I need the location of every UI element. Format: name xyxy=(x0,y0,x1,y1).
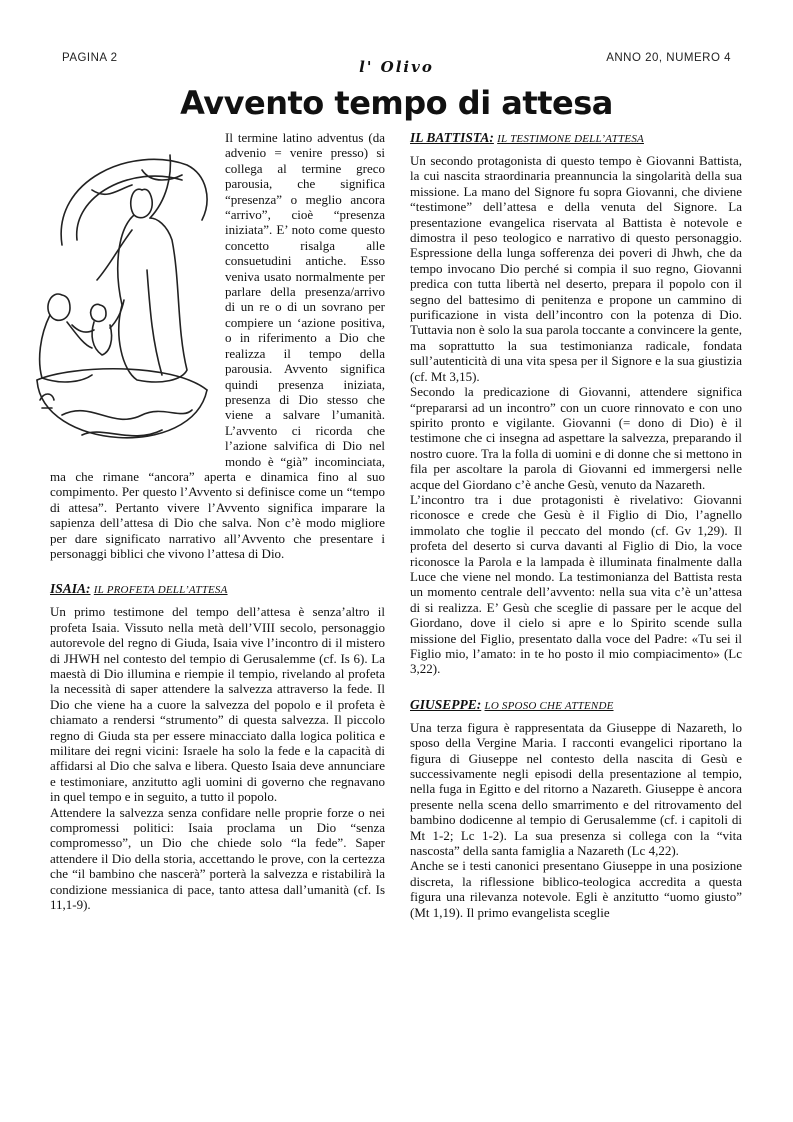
section-name: ISAIA: xyxy=(50,581,91,597)
right-column xyxy=(410,130,742,920)
battista-paragraph-1: Un secondo protagonista di questo tempo è Giovanni Battista, la cui nascita straordinaria preannuncia la singolarità della sua missione. La mano del Signore fu sopra Giovanni, che diviene “testimone” dell’attesa e della venuta del Signore. La presentazione evangelica riservata al Battista è notevole e dimostra il peso teologico e narrativo di questo personaggio. Espressione della lunga sofferenza dei poveri di Jhwh, che da tempo invocano Dio perché si compia il suo regno, Giovanni predica con tutta libertà nel deserto, prepara il popolo con il segno del battesimo di penitenza e propone un cammino di purificazione in vista dell’incontro con la potenza di Dio. Tuttavia non è solo la sua parola toccante a convincere la gente, ma soprattutto la sua testimonianza radicale, fondata sull’autenticità di una vita spesa per il Signore e la sua giustizia (cf. Mt 3,15). xyxy=(410,153,742,384)
section-heading-battista xyxy=(410,130,742,153)
nativity-illustration xyxy=(22,130,217,460)
giuseppe-paragraph-1: Una terza figura è rappresentata da Giuseppe di Nazareth, lo sposo della Vergine Maria. I racconti evangelici riportano la figura di Giuseppe nel contesto della nascita di Gesù e successivamente negli episodi della presentazione al tempio, nella fuga in Egitto e del ritorno a Nazareth. Giuseppe è ancora presente nella scena dello smarrimento e del ritrovamento del bambino dodicenne al tempio di Gerusalemme (cf. i capitoli di Mt 1-2; Lc 1-2). La sua presenza si collega con la “vita nascosta” della santa famiglia a Nazareth (Lc 4,22). xyxy=(410,719,742,859)
article-title: Avvento tempo di attesa xyxy=(180,84,613,122)
isaia-paragraph-1: Un primo testimone del tempo dell’attesa è senza’altro il profeta Isaia. Vissuto nella metà dell’VIII secolo, personaggio autorevole del regno di Giuda, Isaia vive l’incontro di il mistero di JHWH nel contesto del tempio di Gerusalemme (cf. Is 6). La maestà di Dio illumina e riempie il tempio, rivelando al profeta la necessità di saper attendere la salvezza attraverso la fede. Il Dio che viene ha a cuore la salvezza del popolo e il profeta è chiamato a rendersi “strumento” di questa salvezza. Il piccolo regno di Giuda sta per essere minacciato dalla logica politica e militare dei regni vicini: Israele ha solo la fede e la capacità di affidarsi al Dio che salva e libera. Questo Isaia deve annunciare e testimoniare, anzitutto agli uomini di governo che regnavano in quel tempo e in seguito, a tutto il popolo. xyxy=(50,604,385,805)
issue-number: ANNO 20, NUMERO 4 xyxy=(606,52,731,64)
section-heading-giuseppe xyxy=(410,691,742,720)
isaia-paragraph-2: Attendere la salvezza senza confidare nelle proprie forze o nei compromessi politici: Isaia proclama un Dio “senza compromesso”, un Dio che chiede solo “la fede”. Saper attendere il Dio della storia, accettando le prove, con la certezza che “il bambino che nascerà” porterà la salvezza e ristabilirà la condizione messianica di pace, tanto attesa dall’umanità (cf. Is 11,1-9). xyxy=(50,804,385,913)
section-heading-isaia xyxy=(50,575,385,604)
battista-paragraph-2: Secondo la predicazione di Giovanni, attendere significa “prepararsi ad un incontro” con un cuore rinnovato e con uno spirito pronto e vigilante. Giovanni (= dono di Dio) è il testimone che ci insegna ad aspettare la salvezza, preparando il nostro cuore. Tra la folla di uomini e di donne che si mettono in fila per ascoltare la parola di Giovanni ed immergersi nelle acque del Giordano c’è anche Gesù, venuto da Nazareth. xyxy=(410,384,742,492)
left-column xyxy=(50,130,385,913)
section-name: GIUSEPPE: xyxy=(410,696,482,712)
section-subtitle: LO SPOSO CHE ATTENDE xyxy=(484,699,614,712)
intro-paragraph: Il termine latino adventus (da advenio = venire presso) si collega al termine greco parousia, che significa “presenza” o meglio ancora “arrivo”, cioè “presenza iniziata”. E’ noto come questo concetto risalga alle consuetudini antiche. Esso veniva usato normalmente per parlare della presenza/arrivo di un re o di un sovrano per compiere un ‘azione positiva, o in riferimento a Dio che realizza il tempo della parousia. Avvento significa quindi presenza iniziata, presenza di Dio stesso che viene a salvare l’umanità. L’avvento ci ricorda che l’azione salvifica di Dio nel mondo è “già” incominciata, ma che rimane “ancora” aperta e dinamica fino al suo compimento. Per questo l’Avvento si definisce come un “tempo di attesa”. Pertanto vivere l’Avvento significa imparare la sapienza dell’attesa di Dio che salva. Non c’è modo migliore per dare significato narrativo all’Avvento che presentare i personaggi biblici che vivono l’attesa di Dio. xyxy=(50,130,385,561)
page-number: PAGINA 2 xyxy=(62,52,118,64)
section-name: IL BATTISTA: xyxy=(410,130,494,145)
section-subtitle: IL PROFETA DELL’ATTESA xyxy=(93,584,228,597)
globe-family-illustration xyxy=(22,130,217,460)
battista-paragraph-3: L’incontro tra i due protagonisti è rivelativo: Giovanni riconosce e crede che Gesù è il Figlio di Dio, l’agnello immolato che toglie il peccato del mondo (cf. Gv 1,29). Il profeta del deserto si curva davanti al Figlio di Dio, la voce riconosce la Parola e la lampada è illuminata finalmente dalla Luce che viene nel mondo. La testimonianza del Battista resta un momento centrale dell’avvento: nella sua vita c’è un’attesa di si realizza. E’ Gesù che sceglie di passare per le acque del Giordano, dove il cielo si apre e lo Spirito scende sulla missione del Figlio, presentato dalla voce del Padre: «Tu sei il Figlio mio, l’amato: in te ho posto il mio compiacimento» (Lc 3,22). xyxy=(410,491,742,677)
publication-title: l' Olivo xyxy=(359,58,434,76)
giuseppe-paragraph-2: Anche se i testi canonici presentano Giuseppe in una posizione discreta, la riflessione biblico-teologica accredita a questa figura una rilevanza notevole. Egli è anzitutto “uomo giusto” (Mt 1,19). Il primo evangelista sceglie xyxy=(410,858,742,920)
section-subtitle: IL TESTIMONE DELL’ATTESA xyxy=(497,133,644,145)
